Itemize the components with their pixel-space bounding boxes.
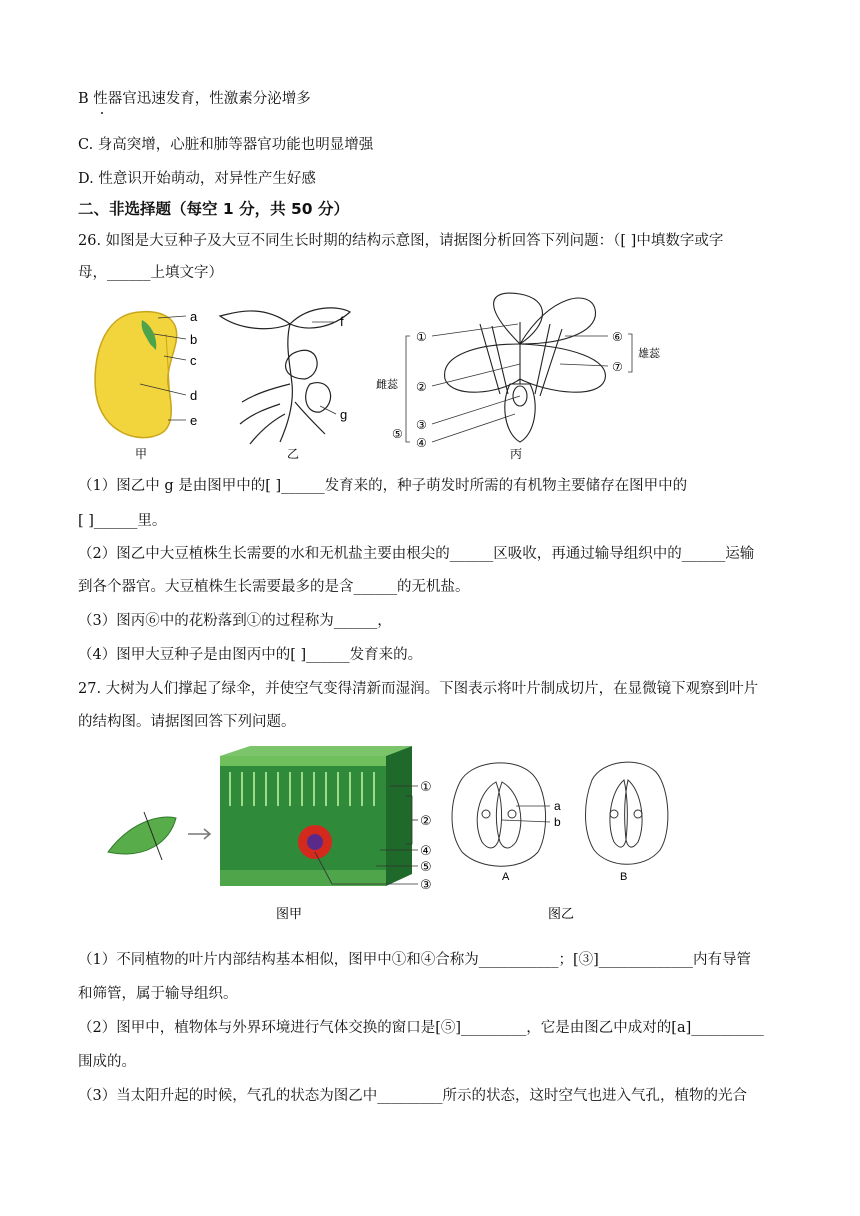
q27-part2-line2: 围成的。 xyxy=(78,1054,136,1070)
label-d: d xyxy=(190,388,198,403)
q27-part1-line2: 和筛管，属于输导组织。 xyxy=(78,986,238,1002)
q26-part2-line2: 到各个器官。大豆植株生长需要最多的是含______的无机盐。 xyxy=(78,579,470,595)
q26-part1-line2: [ ]______里。 xyxy=(78,513,167,529)
leaf-label-4: ④ xyxy=(420,843,432,858)
stoma-closed xyxy=(586,762,668,864)
q27-part1-line1: （1）不同植物的叶片内部结构基本相似，图甲中①和④合称为___________；[③]_____________内有导管 xyxy=(78,952,752,968)
option-d: D. 性意识开始萌动，对异性产生好感 xyxy=(78,171,316,187)
caption-yi: 乙 xyxy=(287,447,300,461)
stray-dot xyxy=(101,112,103,114)
leaf-label-2: ② xyxy=(420,813,432,828)
caption-bing: 丙 xyxy=(510,447,523,461)
flower-label-2: ② xyxy=(416,380,427,394)
caption-jia: 甲 xyxy=(135,447,148,461)
label-f: f xyxy=(340,314,344,329)
figure-26 xyxy=(80,284,720,464)
leaf-label-5: ⑤ xyxy=(420,859,432,874)
flower-label-5: ⑤ xyxy=(392,427,403,441)
q27-stem-line2: 的结构图。请据图回答下列问题。 xyxy=(78,714,296,730)
leaf-cross-section xyxy=(220,746,412,886)
soybean-seed xyxy=(95,312,177,438)
stoma-label-a: a xyxy=(554,799,561,813)
q26-part1-line1: （1）图乙中 g 是由图甲中的[ ]______发育来的，种子萌发时所需的有机物主要储存在图甲中的 xyxy=(78,478,688,494)
flower-label-1: ① xyxy=(416,330,427,344)
label-a: a xyxy=(190,309,198,324)
pistil-label: 雌蕊 xyxy=(376,379,398,391)
q26-stem-line1: 26. 如图是大豆种子及大豆不同生长时期的结构示意图，请据图分析回答下列问题：（[ ]中填数字或字 xyxy=(78,233,724,249)
caption-tujia: 图甲 xyxy=(276,906,303,921)
flower-label-4: ④ xyxy=(416,436,427,450)
soybean-seedling xyxy=(220,308,350,444)
section-heading: 二、非选择题（每空 1 分，共 50 分） xyxy=(78,200,349,218)
q27-part3: （3）当太阳升起的时候，气孔的状态为图乙中_________所示的状态，这时空气也进入气孔，植物的光合 xyxy=(78,1088,747,1104)
q26-stem-line2: 母，______上填文字） xyxy=(78,265,223,281)
leaf-label-3: ③ xyxy=(420,877,432,892)
q26-part2-line1: （2）图乙中大豆植株生长需要的水和无机盐主要由根尖的______区吸收，再通过输导组织中的______运输 xyxy=(78,546,755,562)
caption-b: B xyxy=(620,871,628,883)
stoma-label-b: b xyxy=(554,815,561,829)
leaf-label-1: ① xyxy=(420,779,432,794)
q26-part3: （3）图丙⑥中的花粉落到①的过程称为______， xyxy=(78,613,392,629)
caption-a: A xyxy=(502,871,510,883)
flower-diagram xyxy=(445,293,606,442)
q27-part2-line1: （2）图甲中，植物体与外界环境进行气体交换的窗口是[⑤]_________，它是由图乙中成对的[a]__________ xyxy=(78,1020,764,1036)
flower-label-6: ⑥ xyxy=(612,330,623,344)
leaf-icon xyxy=(108,812,176,860)
flower-label-3: ③ xyxy=(416,418,427,432)
q26-part4: （4）图甲大豆种子是由图丙中的[ ]______发育来的。 xyxy=(78,647,423,663)
flower-label-7: ⑦ xyxy=(612,360,623,374)
figure-27 xyxy=(100,742,680,928)
label-b: b xyxy=(190,332,198,347)
label-e: e xyxy=(190,413,198,428)
option-b: B 性器官迅速发育，性激素分泌增多 xyxy=(78,91,311,107)
stamen-label: 雄蕊 xyxy=(638,348,660,360)
stoma-open xyxy=(452,763,546,866)
label-g: g xyxy=(340,407,348,422)
label-c: c xyxy=(190,353,197,368)
caption-tuyi: 图乙 xyxy=(548,906,575,921)
q27-stem-line1: 27. 大树为人们撑起了绿伞，并使空气变得清新而湿润。下图表示将叶片制成切片，在显微镜下观察到叶片 xyxy=(78,681,759,697)
option-c: C. 身高突增，心脏和肺等器官功能也明显增强 xyxy=(78,137,374,153)
